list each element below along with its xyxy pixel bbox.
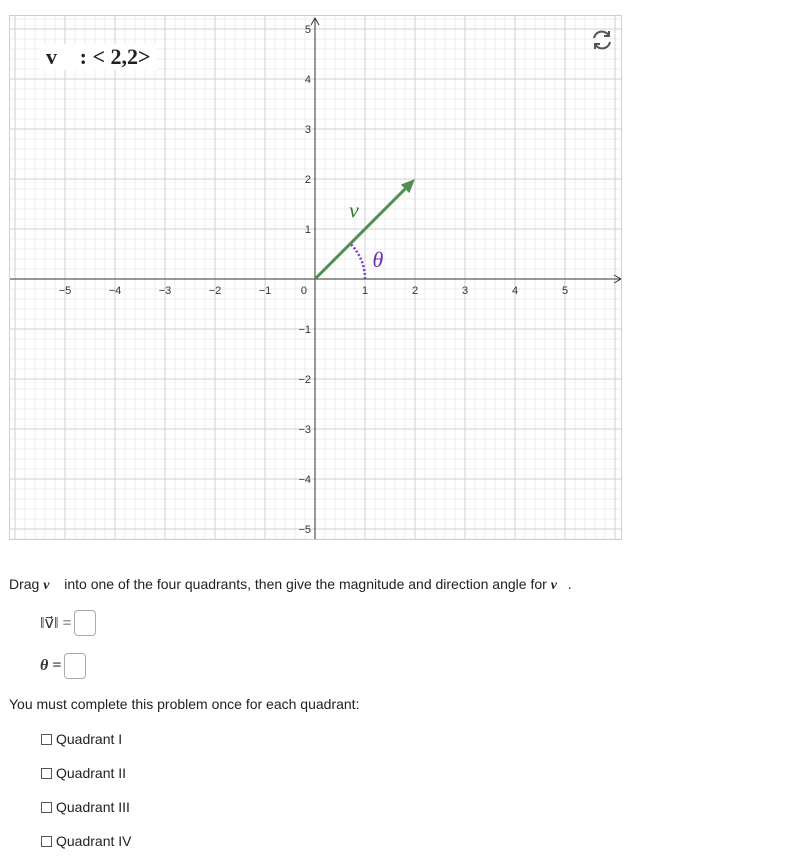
quadrant-ii-label: Quadrant II: [56, 765, 127, 781]
quadrant-iv-label: Quadrant IV: [56, 833, 132, 849]
x-tick-label: 3: [461, 285, 469, 297]
x-tick-label: −1: [258, 285, 272, 297]
magnitude-label: ‖v⃗‖ =: [40, 615, 72, 632]
y-tick-label: 2: [304, 174, 311, 186]
y-tick-label: −2: [298, 374, 311, 386]
vector-tag-label: v⃗: [349, 197, 376, 223]
quadrant-i-checkbox[interactable]: [41, 734, 52, 745]
quadrant-i-item[interactable]: [41, 731, 122, 747]
vector-component-label: v⃗ : < 2,2>: [40, 44, 157, 70]
x-tick-label: 1: [361, 285, 369, 297]
x-tick-label: −5: [58, 285, 72, 297]
x-tick-label: 2: [411, 285, 419, 297]
graph-canvas[interactable]: [10, 16, 622, 540]
y-tick-label: 1: [304, 224, 311, 236]
y-tick-label: −5: [298, 524, 311, 536]
quadrant-i-label: Quadrant I: [56, 731, 123, 747]
quadrant-ii-item[interactable]: [41, 765, 126, 781]
instructions-suffix: .: [567, 576, 572, 592]
angle-theta-label: θ: [372, 247, 384, 272]
theta-row: [40, 651, 86, 681]
reset-button[interactable]: [588, 26, 616, 54]
instructions-text: [9, 576, 572, 594]
quadrant-ii-checkbox[interactable]: [41, 768, 52, 779]
y-tick-label: −3: [298, 424, 311, 436]
theta-input[interactable]: [64, 653, 86, 679]
x-tick-label: −3: [158, 285, 172, 297]
quadrant-iii-item[interactable]: [41, 799, 130, 815]
origin-label: 0: [300, 285, 307, 297]
coordinate-graph[interactable]: [9, 15, 622, 540]
quadrant-iii-label: Quadrant III: [56, 799, 130, 815]
instructions-v-symbol: v⃗: [43, 578, 61, 593]
y-tick-label: 4: [304, 74, 311, 86]
quadrant-iii-checkbox[interactable]: [41, 802, 52, 813]
instructions-prefix: Drag: [9, 576, 44, 592]
x-tick-label: 5: [561, 285, 569, 297]
y-tick-label: −1: [298, 324, 311, 336]
instructions-middle: into one of the four quadrants, then give the magnitude and direction angle for: [60, 576, 551, 592]
x-tick-label: −4: [108, 285, 122, 297]
y-tick-label: 5: [304, 24, 311, 36]
magnitude-input[interactable]: [74, 610, 96, 636]
x-tick-label: 4: [511, 285, 519, 297]
quadrant-iv-checkbox[interactable]: [41, 836, 52, 847]
y-tick-label: 3: [304, 124, 311, 136]
instructions-v-symbol-2: v⃗: [550, 578, 568, 593]
x-tick-label: −2: [208, 285, 222, 297]
magnitude-row: [40, 608, 96, 638]
quadrant-iv-item[interactable]: [41, 833, 132, 849]
complete-note: You must complete this problem once for each quadrant:: [9, 696, 360, 712]
refresh-icon: [588, 26, 616, 54]
theta-label: θ =: [40, 657, 62, 674]
y-tick-label: −4: [298, 474, 311, 486]
